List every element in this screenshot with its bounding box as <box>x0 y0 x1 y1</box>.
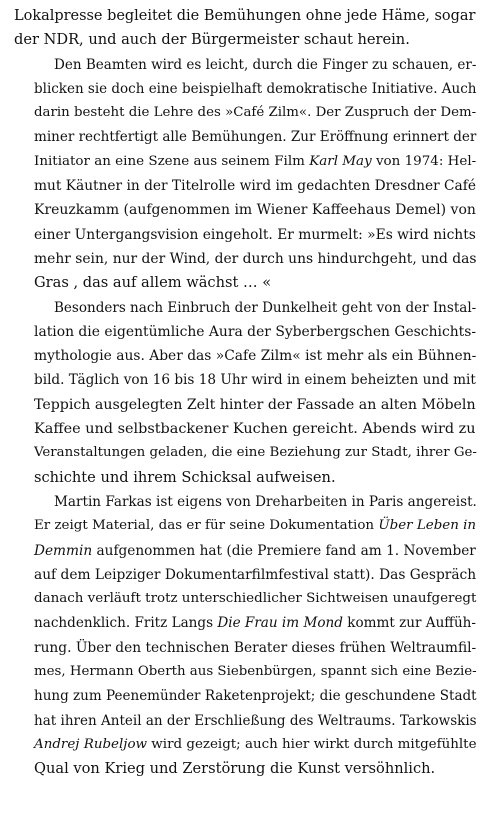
text-line <box>14 125 475 149</box>
text-run: der NDR, und auch der Bürgermeister schaut herein. <box>14 31 410 49</box>
text-run: kommt zur Auffüh- <box>342 615 476 632</box>
text-line <box>14 636 475 660</box>
text-line <box>14 247 475 271</box>
text-run: rung. Über den technischen Berater dieses frühen Weltraumfil- <box>34 639 477 656</box>
text-line <box>14 150 475 174</box>
italic-title: Über Leben in <box>378 518 477 534</box>
text-line <box>14 684 475 708</box>
text-run: Initiator an eine Szene aus seinem Film <box>34 153 310 169</box>
text-run: hat ihren Anteil an der Erschließung des Weltraums. Tarkowskis <box>34 712 477 729</box>
text-run: Kreuzkamm (aufgenommen im Wiener Kaffeehaus Demel) von <box>34 202 476 219</box>
text-line <box>14 514 475 538</box>
text-run: wird gezeigt; auch hier wirkt durch mitgefühlte <box>147 736 477 752</box>
text-line <box>14 709 475 733</box>
text-line <box>14 223 475 247</box>
text-run: schichte und ihrem Schicksal aufweisen. <box>34 468 336 486</box>
text-line <box>14 198 475 222</box>
text-line <box>14 757 475 781</box>
text-run: danach verläuft trotz unterschiedlicher Sichtweisen unaufgeregt <box>34 591 477 607</box>
text-run: von 1974: Hel- <box>371 153 477 169</box>
text-run: einer Untergangsvision eingeholt. Er murmelt: »Es wird nichts <box>34 226 476 243</box>
text-line <box>14 611 475 635</box>
text-line <box>14 733 475 757</box>
text-line <box>14 101 475 125</box>
text-line <box>14 77 475 101</box>
italic-title: Karl May <box>309 153 372 169</box>
text-run: lation die eigentümliche Aura der Syberbergschen Geschichts- <box>34 323 477 340</box>
text-run: auf dem Leipziger Dokumentarfilmfestival statt). Das Gespräch <box>34 566 477 583</box>
text-run: hung zum Peenemünder Raketenprojekt; die geschundene Stadt <box>34 688 477 705</box>
text-line <box>14 28 475 52</box>
text-run: Kaffee und selbstbackener Kuchen gereicht. Abends wird zu <box>34 421 476 438</box>
text-line <box>14 344 475 368</box>
text-line <box>14 587 475 611</box>
paragraph <box>14 296 475 490</box>
text-run: Gras , das auf allem wächst … « <box>34 274 272 292</box>
text-line <box>14 174 475 198</box>
text-line <box>14 417 475 441</box>
text-line <box>14 368 475 392</box>
paragraph <box>14 490 475 782</box>
text-line <box>14 441 475 465</box>
text-run: bild. Täglich von 16 bis 18 Uhr wird in einem beheizten und mit <box>34 372 476 389</box>
text-run: mes, Hermann Oberth aus Siebenbürgen, spannt sich eine Bezie- <box>34 664 477 680</box>
text-line <box>14 563 475 587</box>
italic-title: Andrej Rubeljow <box>34 736 148 752</box>
text-run: miner rechtfertigt alle Bemühungen. Zur Eröffnung erinnert der <box>34 129 477 146</box>
text-line <box>14 271 475 295</box>
text-run: aufgenommen hat (die Premiere fand am 1. November <box>92 542 476 559</box>
text-run: Lokalpresse begleitet die Bemühungen ohne jede Häme, sogar <box>14 8 476 24</box>
text-run: mehr sein, nur der Wind, der durch uns hindurchgeht, und das <box>34 250 477 267</box>
text-line <box>14 466 475 490</box>
text-run: Besonders nach Einbruch der Dunkelheit geht von der Instal- <box>54 299 477 316</box>
text-line <box>14 393 475 417</box>
paragraph <box>14 53 475 296</box>
text-line <box>14 296 475 320</box>
italic-title: Die Frau im Mond <box>217 615 343 632</box>
text-line <box>14 490 475 514</box>
text-run: darin besteht die Lehre des »Café Zilm«. Der Zuspruch der Dem- <box>34 105 477 121</box>
text-run: mythologie aus. Aber das »Cafe Zilm« ist mehr als ein Bühnen- <box>34 348 477 365</box>
text-line <box>14 4 475 28</box>
italic-title: Demmin <box>34 542 93 559</box>
text-line <box>14 53 475 77</box>
text-run: Qual von Krieg und Zerstörung die Kunst versöhnlich. <box>34 760 436 778</box>
text-line <box>14 320 475 344</box>
text-run: Veranstaltungen geladen, die eine Beziehung zur Stadt, ihrer Ge- <box>34 445 477 461</box>
text-run: nachdenklich. Fritz Langs <box>34 615 218 632</box>
text-run: blicken sie doch eine beispielhaft demokratische Initiative. Auch <box>34 80 477 97</box>
text-run: Martin Farkas ist eigens von Dreharbeiten in Paris angereist. <box>54 493 477 510</box>
text-run: Er zeigt Material, das er für seine Dokumentation <box>34 518 379 534</box>
paragraph <box>14 4 475 53</box>
text-line <box>14 660 475 684</box>
text-run: mut Käutner in der Titelrolle wird im gedachten Dresdner Café <box>34 178 476 195</box>
text-line <box>14 539 475 563</box>
text-run: Teppich ausgelegten Zelt hinter der Fassade an alten Möbeln <box>34 396 476 413</box>
text-run: Den Beamten wird es leicht, durch die Finger zu schauen, er- <box>54 56 477 73</box>
